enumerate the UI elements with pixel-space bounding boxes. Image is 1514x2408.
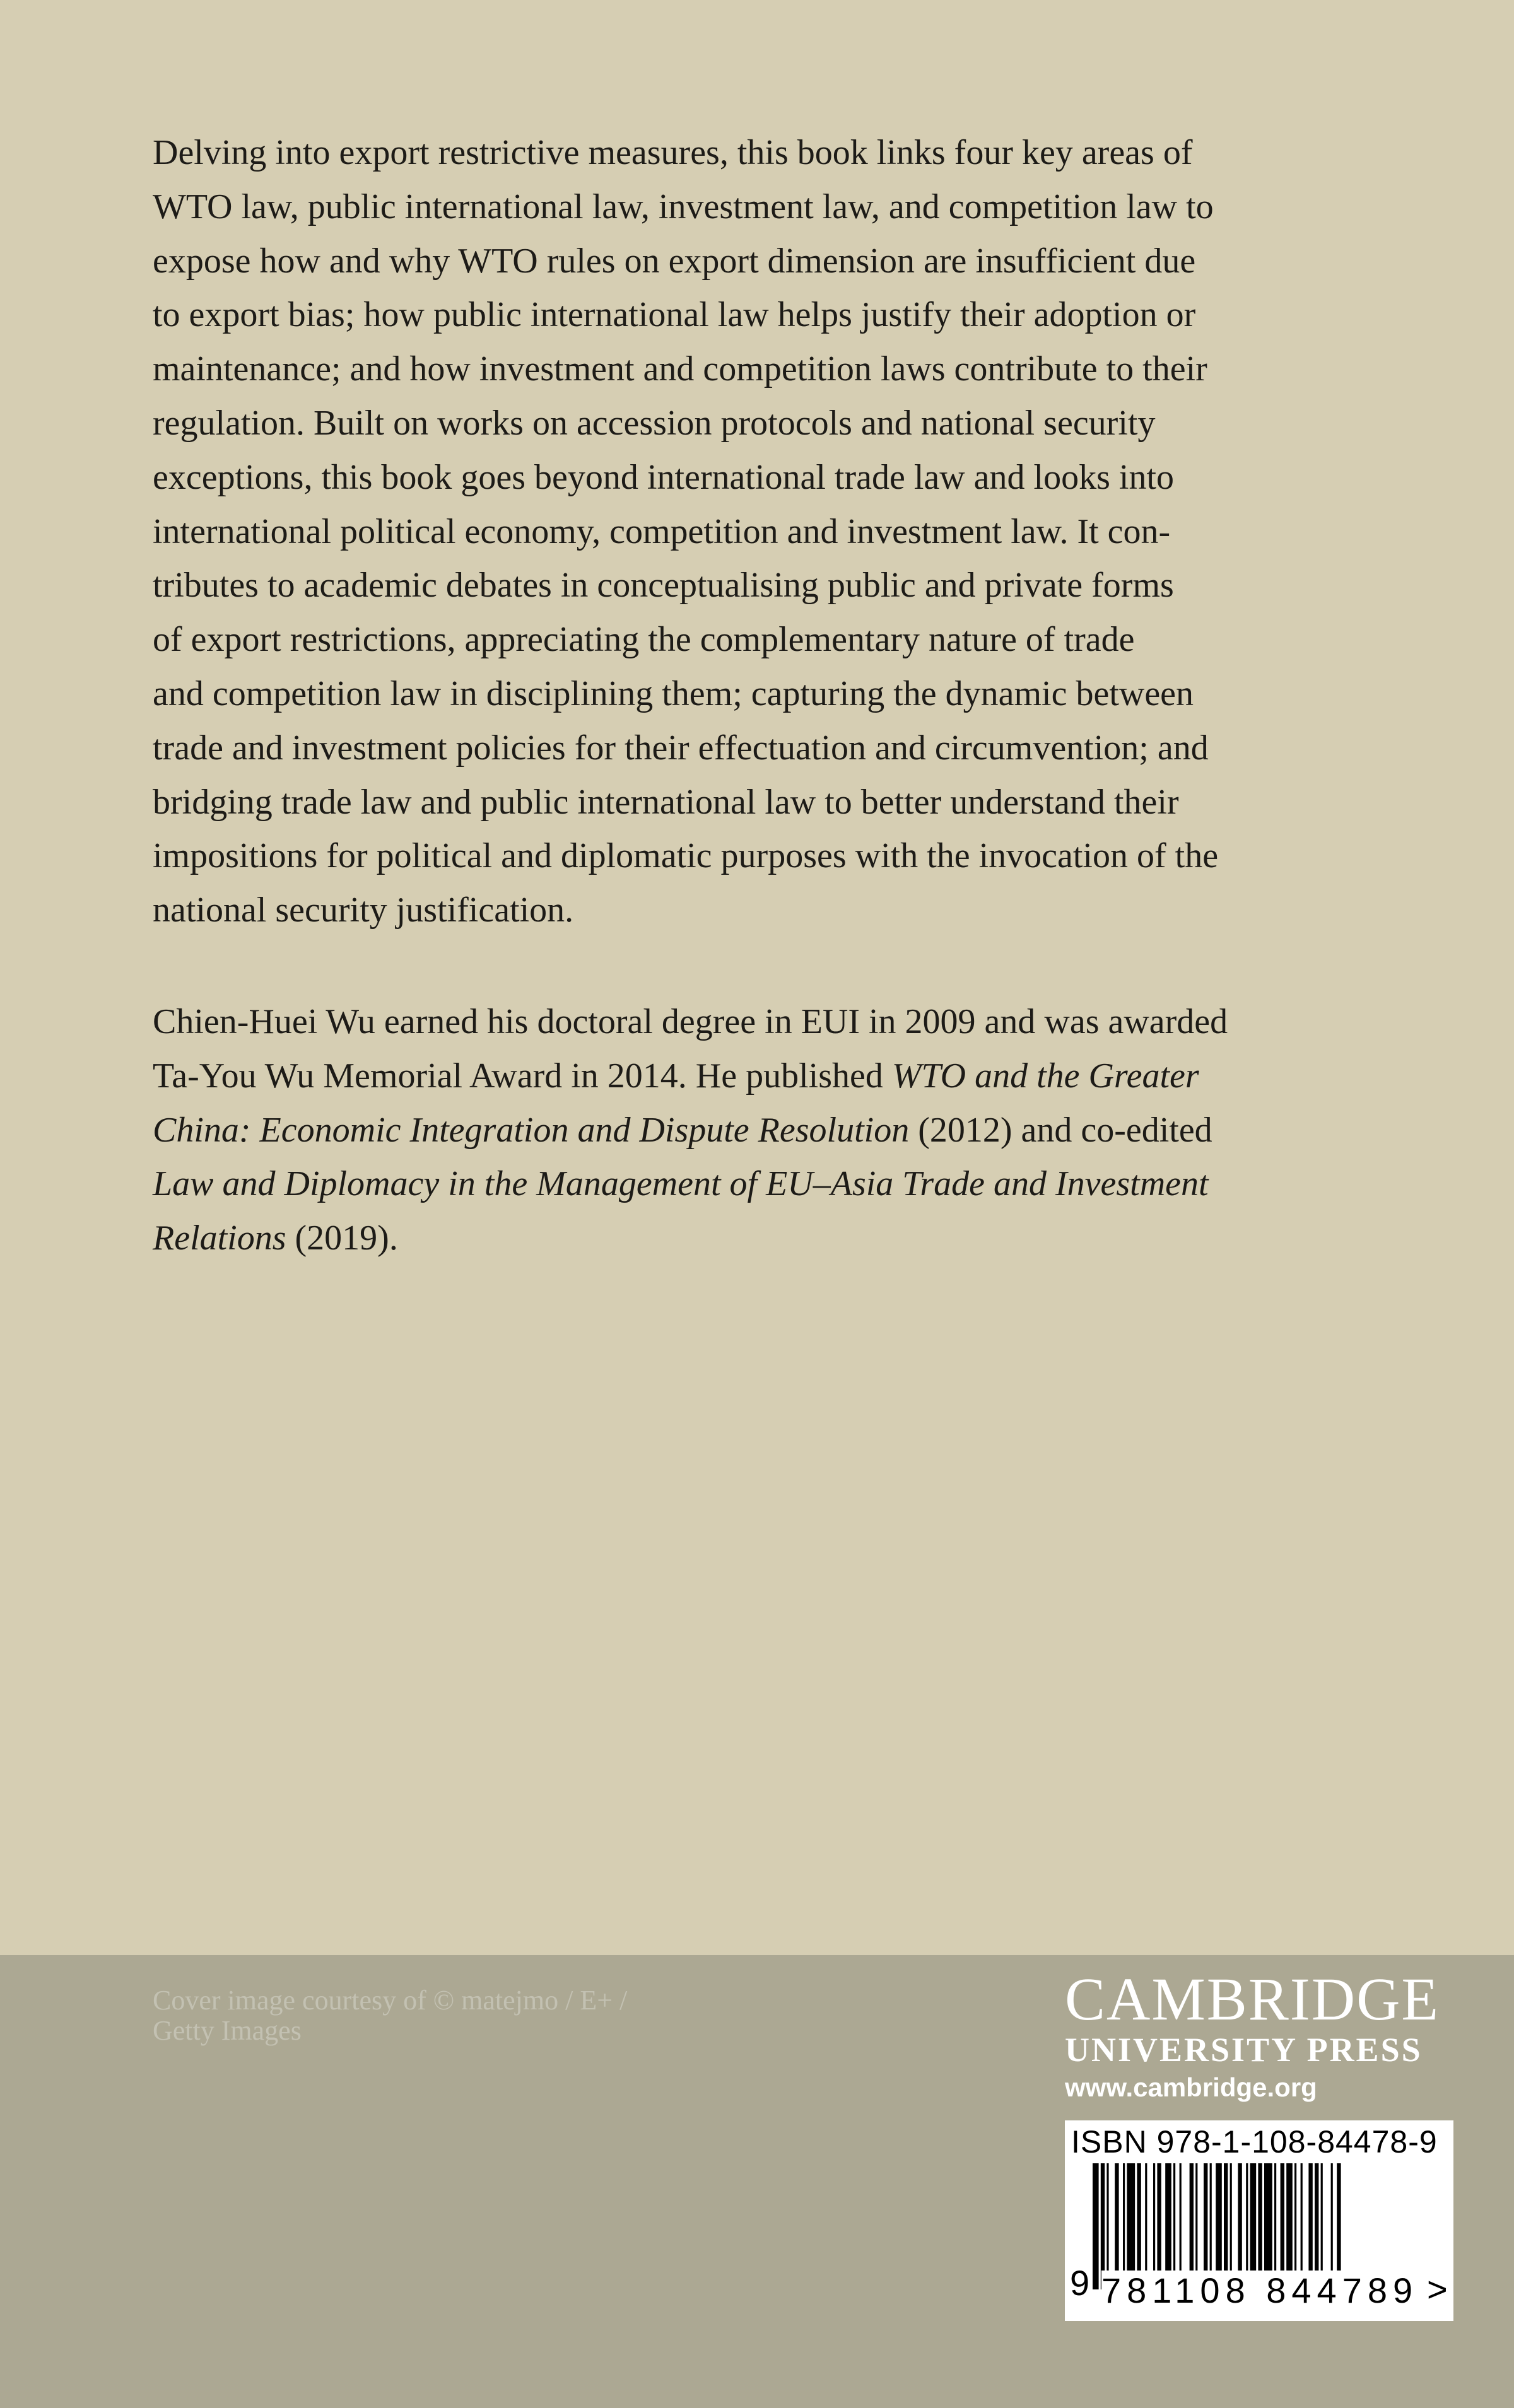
book-title-wto-greater-china: WTO and the Greater <box>891 1056 1199 1096</box>
bio-line: Relations (2019). <box>153 1219 398 1258</box>
blurb-line: bridging trade law and public international law to better understand their <box>153 782 1179 822</box>
barcode-arrow: > <box>1427 2269 1448 2309</box>
cover-image-credit <box>153 1985 720 2046</box>
barcode-first-digit: 9 <box>1070 2263 1090 2303</box>
bio-line <box>153 1157 1408 1212</box>
blurb-line: impositions for political and diplomatic purposes with the invocation of the <box>153 836 1219 876</box>
book-title-law-diplomacy-cont: Relations <box>153 1219 286 1258</box>
credit-line: Getty Images <box>153 2015 302 2046</box>
credit-line: Cover image courtesy of © matejmo / E+ / <box>153 1985 628 2016</box>
blurb-line: of export restrictions, appreciating the complementary nature of trade <box>153 620 1135 660</box>
isbn-barcode <box>1065 2120 1453 2321</box>
publisher-url: www.cambridge.org <box>1065 2072 1317 2102</box>
blurb-line: trade and investment policies for their effectuation and circumvention; and <box>153 728 1209 768</box>
bio-line: Chien-Huei Wu earned his doctoral degree in EUI in 2009 and was awarded <box>153 1002 1228 1041</box>
blurb-line: regulation. Built on works on accession protocols and national security <box>153 403 1156 443</box>
book-title-law-diplomacy: Law and Diplomacy in the Management of EU–Asia Trade and Investment <box>153 1164 1209 1204</box>
blurb-line: international political economy, competition and investment law. It con- <box>153 511 1171 551</box>
blurb-line: tributes to academic debates in conceptualising public and private forms <box>153 566 1174 605</box>
blurb-line: to export bias; how public international law helps justify their adoption or <box>153 295 1196 335</box>
publisher-name: CAMBRIDGE <box>1065 1965 1440 2033</box>
blurb-line: WTO law, public international law, investment law, and competition law to <box>153 187 1214 226</box>
publisher-subtitle: UNIVERSITY PRESS <box>1065 2031 1423 2069</box>
bio-line: Ta-You Wu Memorial Award in 2014. He published WTO and the Greater <box>153 1056 1199 1096</box>
blurb-line: Delving into export restrictive measures, this book links four key areas of <box>153 133 1193 172</box>
blurb-line: and competition law in disciplining them; capturing the dynamic between <box>153 674 1194 713</box>
barcode-digits: 781108 844789 <box>1101 2271 1419 2310</box>
blurb-line: maintenance; and how investment and competition laws contribute to their <box>153 349 1207 389</box>
book-blurb <box>153 126 1408 938</box>
author-bio <box>153 995 1408 1266</box>
isbn-label: ISBN 978-1-108-84478-9 <box>1071 2124 1438 2160</box>
blurb-line: expose how and why WTO rules on export dimension are insufficient due <box>153 241 1196 281</box>
blurb-line: exceptions, this book goes beyond international trade law and looks into <box>153 457 1174 497</box>
blurb-line: national security justification. <box>153 891 574 930</box>
bio-line: China: Economic Integration and Dispute Resolution (2012) and co-edited <box>153 1110 1212 1150</box>
publisher-logo <box>1065 1965 1456 2107</box>
book-title-wto-greater-china-cont: China: Economic Integration and Dispute Resolution <box>153 1110 910 1150</box>
